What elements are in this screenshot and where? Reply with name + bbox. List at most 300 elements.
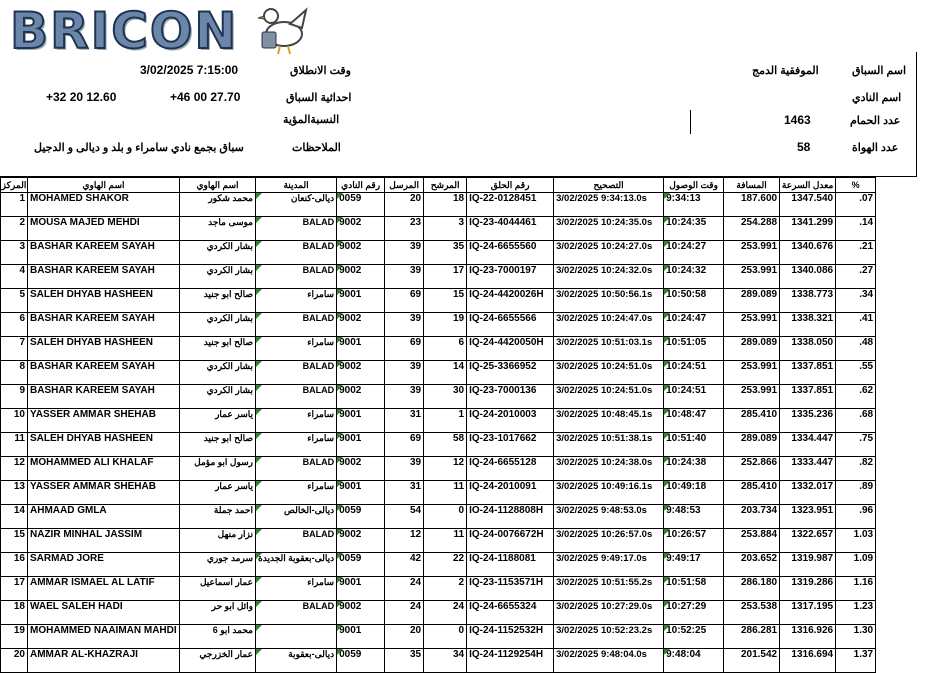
cell-distance: 289.089 (724, 433, 780, 457)
cell-club: 9002 (337, 601, 385, 625)
cell-distance: 285.410 (724, 481, 780, 505)
cell-city: BALAD (256, 217, 337, 241)
cell-correction: 3/02/2025 10:24:51.0s (554, 361, 664, 385)
cell-name-ar: احمد جملة (180, 505, 256, 529)
cell-nominated: 12 (424, 457, 467, 481)
cell-speed: 1340.086 (780, 265, 836, 289)
cell-rank: 18 (1, 601, 28, 625)
cell-city (256, 625, 337, 649)
cell-ring: IQ-22-0128451 (467, 193, 554, 217)
cell-speed: 1319.286 (780, 577, 836, 601)
cell-name-ar: بشار الكردي (180, 361, 256, 385)
results-table (0, 177, 876, 673)
cell-name-en: SALEH DHYAB HASHEEN (28, 433, 180, 457)
cell-nominated: 30 (424, 385, 467, 409)
cell-name-en: WAEL SALEH HADI (28, 601, 180, 625)
cell-club: 9002 (337, 529, 385, 553)
race-name-label: اسم السباق (852, 65, 907, 77)
cell-name-en: SARMAD JORE (28, 553, 180, 577)
cell-arrival: 9:48:53 (664, 505, 724, 529)
col-name-en: اسم الهاوي (28, 178, 180, 193)
cell-correction: 3/02/2025 10:50:56.1s (554, 289, 664, 313)
cell-sent: 24 (385, 601, 424, 625)
coords-label: احداثية السباق (286, 92, 352, 104)
cell-speed: 1341.299 (780, 217, 836, 241)
cell-speed: 1347.540 (780, 193, 836, 217)
cell-name-en: SALEH DHYAB HASHEEN (28, 289, 180, 313)
cell-arrival: 10:51:58 (664, 577, 724, 601)
cell-nominated: 0 (424, 505, 467, 529)
cell-percent: 1.23 (836, 601, 876, 625)
cell-name-en: AMMAR AL-KHAZRAJI (28, 649, 180, 673)
col-rank: المركز (1, 178, 28, 193)
cell-name-ar: نزار منهل (180, 529, 256, 553)
cell-ring: IQ-24-6655566 (467, 313, 554, 337)
cell-percent: .27 (836, 265, 876, 289)
cell-name-ar: ياسر عمار (180, 409, 256, 433)
cell-ring: IQ-23-1153571H (467, 577, 554, 601)
cell-nominated: 18 (424, 193, 467, 217)
cell-correction: 3/02/2025 10:48:45.1s (554, 409, 664, 433)
col-city: المدينة (256, 178, 337, 193)
cell-speed: 1316.694 (780, 649, 836, 673)
cell-correction: 3/02/2025 10:49:16.1s (554, 481, 664, 505)
cell-rank: 16 (1, 553, 28, 577)
cell-rank: 8 (1, 361, 28, 385)
cell-arrival: 10:26:57 (664, 529, 724, 553)
release-time-label: وقت الانطلاق (290, 65, 351, 77)
cell-ring: IQ-23-7000136 (467, 385, 554, 409)
cell-distance: 203.652 (724, 553, 780, 577)
cell-club: 9001 (337, 289, 385, 313)
cell-correction: 3/02/2025 10:52:23.2s (554, 625, 664, 649)
table-row (1, 217, 876, 241)
cell-sent: 69 (385, 289, 424, 313)
cell-ring: IQ-24-2010091 (467, 481, 554, 505)
table-row (1, 409, 876, 433)
cell-percent: 1.16 (836, 577, 876, 601)
table-row (1, 481, 876, 505)
table-row (1, 457, 876, 481)
cell-club: 0059 (337, 649, 385, 673)
cell-percent: .62 (836, 385, 876, 409)
cell-distance: 252.866 (724, 457, 780, 481)
cell-speed: 1338.321 (780, 313, 836, 337)
cell-nominated: 24 (424, 601, 467, 625)
cell-distance: 187.600 (724, 193, 780, 217)
cell-club: 9002 (337, 457, 385, 481)
cell-rank: 9 (1, 385, 28, 409)
cell-nominated: 58 (424, 433, 467, 457)
cell-ring: IQ-24-0076672H (467, 529, 554, 553)
cell-name-ar: صالح ابو جنيد (180, 433, 256, 457)
cell-distance: 201.542 (724, 649, 780, 673)
cell-correction: 3/02/2025 10:51:38.1s (554, 433, 664, 457)
cell-name-en: YASSER AMMAR SHEHAB (28, 481, 180, 505)
cell-correction: 3/02/2025 10:24:32.0s (554, 265, 664, 289)
cell-club: 9001 (337, 433, 385, 457)
cell-rank: 15 (1, 529, 28, 553)
cell-rank: 3 (1, 241, 28, 265)
cell-name-ar: موسى ماجد (180, 217, 256, 241)
cell-sent: 23 (385, 217, 424, 241)
pigeon-icon (254, 2, 310, 56)
cell-distance: 286.180 (724, 577, 780, 601)
fanciers-count-label: عدد الهواة (852, 142, 899, 154)
cell-rank: 6 (1, 313, 28, 337)
table-row (1, 649, 876, 673)
cell-ring: IQ-24-1152532H (467, 625, 554, 649)
cell-correction: 3/02/2025 10:24:35.0s (554, 217, 664, 241)
cell-name-ar: بشار الكردي (180, 241, 256, 265)
table-header-row (1, 178, 876, 193)
cell-percent: .21 (836, 241, 876, 265)
pigeon-count-label: عدد الحمام (850, 115, 901, 127)
cell-ring: IQ-24-6655128 (467, 457, 554, 481)
cell-sent: 69 (385, 337, 424, 361)
cell-arrival: 10:24:38 (664, 457, 724, 481)
cell-name-ar: رسول ابو مؤمل (180, 457, 256, 481)
cell-correction: 3/02/2025 10:24:38.0s (554, 457, 664, 481)
cell-speed: 1317.195 (780, 601, 836, 625)
cell-city: سامراء (256, 577, 337, 601)
results-body (1, 193, 876, 673)
cell-speed: 1334.447 (780, 433, 836, 457)
cell-name-ar: وائل ابو حر (180, 601, 256, 625)
cell-speed: 1322.657 (780, 529, 836, 553)
cell-distance: 253.991 (724, 361, 780, 385)
cell-name-en: MOHAMED SHAKOR (28, 193, 180, 217)
cell-city: سامراء (256, 289, 337, 313)
cell-nominated: 6 (424, 337, 467, 361)
table-row (1, 265, 876, 289)
cell-club: 9002 (337, 385, 385, 409)
cell-nominated: 1 (424, 409, 467, 433)
cell-speed: 1337.851 (780, 385, 836, 409)
cell-correction: 3/02/2025 10:26:57.0s (554, 529, 664, 553)
cell-name-en: NAZIR MINHAL JASSIM (28, 529, 180, 553)
cell-club: 0059 (337, 193, 385, 217)
cell-percent: .41 (836, 313, 876, 337)
cell-arrival: 10:24:47 (664, 313, 724, 337)
cell-percent: .82 (836, 457, 876, 481)
col-club: رقم النادي (337, 178, 385, 193)
cell-nominated: 14 (424, 361, 467, 385)
cell-ring: IQ-24-6655324 (467, 601, 554, 625)
cell-speed: 1319.987 (780, 553, 836, 577)
cell-percent: 1.37 (836, 649, 876, 673)
cell-percent: 1.03 (836, 529, 876, 553)
cell-name-ar: عمار اسماعيل (180, 577, 256, 601)
cell-speed: 1335.236 (780, 409, 836, 433)
cell-distance: 203.734 (724, 505, 780, 529)
cell-arrival: 10:48:47 (664, 409, 724, 433)
cell-sent: 39 (385, 361, 424, 385)
cell-arrival: 10:27:29 (664, 601, 724, 625)
notes-value: سباق بجمع نادي سامراء و بلد و ديالى و الدجيل (34, 142, 244, 154)
cell-nominated: 35 (424, 241, 467, 265)
cell-sent: 39 (385, 385, 424, 409)
cell-distance: 253.884 (724, 529, 780, 553)
cell-name-en: AHMAAD GMLA (28, 505, 180, 529)
cell-sent: 31 (385, 481, 424, 505)
cell-nominated: 34 (424, 649, 467, 673)
table-row (1, 289, 876, 313)
table-row (1, 505, 876, 529)
cell-correction: 3/02/2025 9:49:17.0s (554, 553, 664, 577)
cell-sent: 35 (385, 649, 424, 673)
cell-arrival: 10:52:25 (664, 625, 724, 649)
cell-name-en: MOHAMMED NAAIMAN MAHDI (28, 625, 180, 649)
cell-rank: 14 (1, 505, 28, 529)
cell-sent: 39 (385, 457, 424, 481)
cell-name-ar: بشار الكردي (180, 265, 256, 289)
coord-lat: +32 20 12.60 (46, 90, 117, 104)
cell-ring: IQ-25-3366952 (467, 361, 554, 385)
cell-sent: 20 (385, 193, 424, 217)
cell-club: 9001 (337, 577, 385, 601)
cell-nominated: 15 (424, 289, 467, 313)
cell-nominated: 11 (424, 529, 467, 553)
cell-city: BALAD (256, 529, 337, 553)
col-correction: التصحيح (554, 178, 664, 193)
cell-rank: 5 (1, 289, 28, 313)
cell-correction: 3/02/2025 10:27:29.0s (554, 601, 664, 625)
cell-name-ar: ياسر عمار (180, 481, 256, 505)
cell-rank: 13 (1, 481, 28, 505)
cell-speed: 1340.676 (780, 241, 836, 265)
table-row (1, 433, 876, 457)
cell-sent: 39 (385, 265, 424, 289)
cell-speed: 1337.851 (780, 361, 836, 385)
cell-sent: 20 (385, 625, 424, 649)
cell-percent: .14 (836, 217, 876, 241)
col-speed: معدل السرعة (780, 178, 836, 193)
cell-sent: 54 (385, 505, 424, 529)
cell-city: ديالى-بعقوبة (256, 649, 337, 673)
cell-club: 0059 (337, 553, 385, 577)
cell-correction: 3/02/2025 10:24:47.0s (554, 313, 664, 337)
table-row (1, 337, 876, 361)
col-percent: % (836, 178, 876, 193)
cell-rank: 17 (1, 577, 28, 601)
cell-rank: 11 (1, 433, 28, 457)
cell-correction: 3/02/2025 10:24:27.0s (554, 241, 664, 265)
cell-arrival: 10:50:58 (664, 289, 724, 313)
cell-name-ar: سرمد جوري (180, 553, 256, 577)
cell-percent: 1.09 (836, 553, 876, 577)
cell-club: 9002 (337, 241, 385, 265)
cell-name-en: BASHAR KAREEM SAYAH (28, 241, 180, 265)
cell-club: 0059 (337, 505, 385, 529)
cell-distance: 254.288 (724, 217, 780, 241)
cell-sent: 39 (385, 313, 424, 337)
cell-club: 9001 (337, 481, 385, 505)
percentage-label: النسبةالمؤية (283, 114, 340, 126)
cell-speed: 1316.926 (780, 625, 836, 649)
cell-percent: .34 (836, 289, 876, 313)
cell-city: سامراء (256, 337, 337, 361)
header-divider (690, 110, 691, 134)
cell-distance: 286.281 (724, 625, 780, 649)
col-arrival: وقت الوصول (664, 178, 724, 193)
cell-correction: 3/02/2025 9:48:53.0s (554, 505, 664, 529)
cell-club: 9002 (337, 361, 385, 385)
cell-name-en: AMMAR ISMAEL AL LATIF (28, 577, 180, 601)
cell-distance: 285.410 (724, 409, 780, 433)
cell-correction: 3/02/2025 10:24:51.0s (554, 385, 664, 409)
cell-club: 9001 (337, 409, 385, 433)
cell-distance: 253.991 (724, 265, 780, 289)
cell-ring: IQ-24-4420050H (467, 337, 554, 361)
col-name-ar: اسم الهاوي (180, 178, 256, 193)
cell-arrival: 9:34:13 (664, 193, 724, 217)
release-time-value: 3/02/2025 7:15:00 (140, 63, 239, 77)
cell-name-ar: عمار الخزرجي (180, 649, 256, 673)
cell-nominated: 3 (424, 217, 467, 241)
table-row (1, 577, 876, 601)
cell-arrival: 10:24:51 (664, 385, 724, 409)
cell-percent: .96 (836, 505, 876, 529)
cell-arrival: 9:49:17 (664, 553, 724, 577)
cell-arrival: 10:49:18 (664, 481, 724, 505)
cell-name-en: BASHAR KAREEM SAYAH (28, 361, 180, 385)
table-row (1, 601, 876, 625)
table-row (1, 553, 876, 577)
cell-speed: 1338.050 (780, 337, 836, 361)
cell-city: BALAD (256, 457, 337, 481)
cell-sent: 39 (385, 241, 424, 265)
cell-arrival: 10:24:51 (664, 361, 724, 385)
notes-label: الملاحظات (292, 142, 341, 154)
cell-club: 9001 (337, 625, 385, 649)
cell-sent: 24 (385, 577, 424, 601)
cell-distance: 289.089 (724, 337, 780, 361)
cell-rank: 7 (1, 337, 28, 361)
cell-percent: .68 (836, 409, 876, 433)
cell-club: 9002 (337, 217, 385, 241)
cell-name-ar: محمد شكور (180, 193, 256, 217)
cell-percent: .89 (836, 481, 876, 505)
col-distance: المسافة (724, 178, 780, 193)
cell-name-ar: صالح ابو جنيد (180, 289, 256, 313)
cell-name-ar: بشار الكردي (180, 313, 256, 337)
cell-percent: .75 (836, 433, 876, 457)
cell-club: 9001 (337, 337, 385, 361)
cell-name-en: SALEH DHYAB HASHEEN (28, 337, 180, 361)
cell-ring: IO-24-1128808H (467, 505, 554, 529)
cell-speed: 1338.773 (780, 289, 836, 313)
table-row (1, 313, 876, 337)
cell-distance: 253.991 (724, 385, 780, 409)
cell-rank: 10 (1, 409, 28, 433)
cell-rank: 19 (1, 625, 28, 649)
cell-city: ديالى-بعقوبة الجديدة (256, 553, 337, 577)
cell-name-en: BASHAR KAREEM SAYAH (28, 313, 180, 337)
cell-club: 9002 (337, 313, 385, 337)
cell-name-en: BASHAR KAREEM SAYAH (28, 385, 180, 409)
cell-sent: 42 (385, 553, 424, 577)
cell-correction: 3/02/2025 9:48:04.0s (554, 649, 664, 673)
cell-ring: IQ-24-1129254H (467, 649, 554, 673)
cell-arrival: 10:24:32 (664, 265, 724, 289)
cell-rank: 4 (1, 265, 28, 289)
cell-city: سامراء (256, 481, 337, 505)
pigeon-count-value: 1463 (784, 113, 811, 127)
table-row (1, 361, 876, 385)
cell-name-en: YASSER AMMAR SHEHAB (28, 409, 180, 433)
cell-arrival: 10:24:35 (664, 217, 724, 241)
cell-rank: 12 (1, 457, 28, 481)
cell-city: سامراء (256, 409, 337, 433)
table-row (1, 385, 876, 409)
cell-ring: IQ-23-4044461 (467, 217, 554, 241)
cell-name-ar: محمد ابو 6 (180, 625, 256, 649)
cell-name-en: MOHAMMED ALI KHALAF (28, 457, 180, 481)
cell-sent: 69 (385, 433, 424, 457)
cell-arrival: 10:24:27 (664, 241, 724, 265)
cell-distance: 253.991 (724, 313, 780, 337)
cell-city: BALAD (256, 385, 337, 409)
cell-rank: 1 (1, 193, 28, 217)
cell-city: ديالى-الخالص (256, 505, 337, 529)
table-row (1, 625, 876, 649)
cell-ring: IQ-24-2010003 (467, 409, 554, 433)
cell-city: BALAD (256, 241, 337, 265)
cell-rank: 20 (1, 649, 28, 673)
col-nominated: المرشح (424, 178, 467, 193)
cell-correction: 3/02/2025 10:51:03.1s (554, 337, 664, 361)
cell-correction: 3/02/2025 9:34:13.0s (554, 193, 664, 217)
race-name-value: الموفقية الدمج (752, 65, 819, 77)
cell-name-ar: صالح ابو جنيد (180, 337, 256, 361)
cell-arrival: 10:51:05 (664, 337, 724, 361)
fanciers-count-value: 58 (797, 140, 811, 154)
cell-nominated: 2 (424, 577, 467, 601)
cell-nominated: 11 (424, 481, 467, 505)
cell-ring: IQ-23-1017662 (467, 433, 554, 457)
cell-name-en: BASHAR KAREEM SAYAH (28, 265, 180, 289)
cell-nominated: 0 (424, 625, 467, 649)
table-row (1, 529, 876, 553)
logo-text: BRICON (10, 2, 239, 60)
cell-city: BALAD (256, 361, 337, 385)
cell-rank: 2 (1, 217, 28, 241)
cell-city: BALAD (256, 601, 337, 625)
cell-distance: 253.538 (724, 601, 780, 625)
cell-city: BALAD (256, 313, 337, 337)
cell-ring: IQ-24-1188081 (467, 553, 554, 577)
cell-distance: 253.991 (724, 241, 780, 265)
cell-name-en: MOUSA MAJED MEHDI (28, 217, 180, 241)
cell-nominated: 19 (424, 313, 467, 337)
club-name-label: اسم النادي (852, 92, 902, 104)
cell-city: BALAD (256, 265, 337, 289)
bricon-logo (6, 2, 296, 60)
col-sent: المرسل (385, 178, 424, 193)
cell-sent: 12 (385, 529, 424, 553)
cell-ring: IQ-24-6655560 (467, 241, 554, 265)
cell-speed: 1323.951 (780, 505, 836, 529)
cell-percent: .55 (836, 361, 876, 385)
col-ring: رقم الحلق (467, 178, 554, 193)
cell-speed: 1333.447 (780, 457, 836, 481)
cell-correction: 3/02/2025 10:51:55.2s (554, 577, 664, 601)
cell-percent: .07 (836, 193, 876, 217)
cell-sent: 31 (385, 409, 424, 433)
cell-city: سامراء (256, 433, 337, 457)
cell-ring: IQ-23-7000197 (467, 265, 554, 289)
